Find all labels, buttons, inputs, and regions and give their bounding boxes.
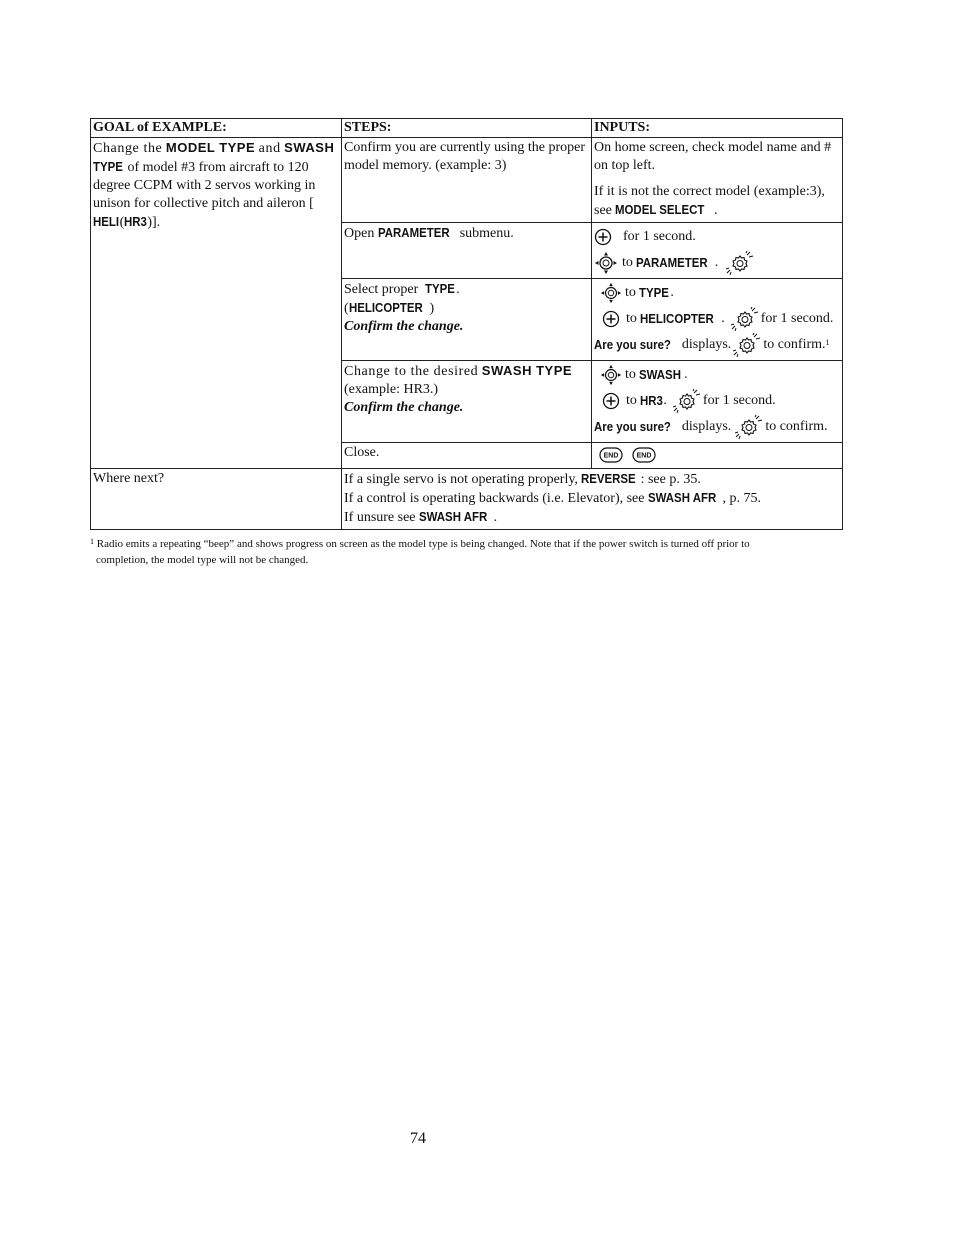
step-keyword: TYPE [425, 281, 456, 296]
step-text: Select proper [344, 282, 419, 297]
input-text: to confirm. [763, 337, 826, 352]
where-next-text: If unsure see [344, 510, 416, 525]
where-next-cell [342, 469, 843, 530]
input-keyword: MODEL SELECT [615, 202, 705, 217]
goal-keyword: HR3 [124, 214, 148, 229]
footnote-mark: 1 [825, 338, 830, 347]
dial-press-icon [731, 307, 759, 331]
input-text: . [714, 203, 718, 218]
where-next-line [344, 470, 840, 489]
step-text: (example: HR3.) [344, 382, 439, 397]
table-row-where-next [91, 469, 843, 530]
step-cell [342, 138, 592, 223]
dial-press-icon [733, 333, 761, 357]
step-cell [342, 279, 592, 361]
dial-press-icon [735, 415, 763, 439]
input-line [594, 280, 840, 306]
input-line [594, 444, 840, 466]
step-text: ) [429, 301, 435, 316]
end-button-icon [632, 447, 656, 463]
goal-keyword: HELI [93, 214, 120, 229]
input-cell [592, 138, 843, 223]
input-keyword: HR3 [640, 393, 664, 408]
plus-button-icon [602, 392, 620, 410]
input-text: to [625, 285, 636, 300]
input-text: . [663, 393, 667, 408]
plus-button-icon [594, 228, 612, 246]
input-text: to [625, 367, 636, 382]
step-text: ( [344, 301, 349, 316]
dial-press-icon [726, 251, 754, 275]
input-text: to [626, 393, 637, 408]
confirm-text: Confirm the change. [344, 400, 464, 415]
step-text: Open [344, 226, 375, 241]
goal-keyword: MODEL TYPE [165, 140, 256, 155]
step-text: submenu. [459, 226, 514, 241]
step-cell [342, 443, 592, 469]
where-next-keyword: SWASH AFR [648, 490, 717, 505]
where-next-label: Where next? [91, 469, 342, 530]
input-line [594, 362, 840, 388]
input-keyword: TYPE [639, 285, 670, 300]
input-text: displays. [681, 419, 732, 434]
where-next-keyword: REVERSE [581, 471, 637, 486]
input-line [594, 250, 840, 276]
dial-icon [594, 251, 618, 275]
footnote [90, 536, 845, 568]
footnote-line [90, 536, 845, 552]
svg-text:END: END [636, 452, 652, 460]
where-next-keyword: SWASH AFR [419, 509, 488, 524]
step-keyword: PARAMETER [377, 225, 450, 240]
step-line [344, 280, 589, 299]
where-next-text: . [493, 510, 498, 525]
step-text: Confirm you are currently using the proper model memory. (example: 3) [344, 140, 586, 173]
goal-keyword: TYPE [93, 159, 123, 174]
input-keyword: PARAMETER [636, 255, 709, 270]
header-steps: STEPS: [342, 119, 592, 138]
input-text: to confirm. [765, 419, 828, 434]
goal-text: Change the [93, 141, 163, 156]
input-cell [592, 279, 843, 361]
dial-icon [600, 282, 622, 304]
input-text: . [684, 367, 688, 382]
where-next-line [344, 489, 840, 508]
input-text: displays. [681, 337, 732, 352]
where-next-text: If a control is operating backwards (i.e. Elevator), see [344, 491, 645, 506]
where-next-line [344, 508, 840, 527]
goal-text: ( [119, 215, 125, 230]
table-header-row [91, 119, 843, 138]
step-text: Close. [344, 445, 380, 460]
input-text: . [721, 311, 725, 326]
input-paragraph [594, 183, 840, 220]
dial-icon [600, 364, 622, 386]
input-text: . [714, 255, 719, 270]
step-keyword: HELICOPTER [348, 300, 423, 315]
header-inputs: INPUTS: [592, 119, 843, 138]
end-button-icon [599, 447, 623, 463]
svg-text:END: END [603, 452, 619, 460]
input-line [594, 332, 840, 358]
goal-text: of model #3 from aircraft to 120 degree CCPM with 2 servos working in unison for collective pitch and aileron [ [93, 160, 316, 211]
input-line [594, 388, 840, 414]
input-text: for 1 second. [623, 229, 696, 244]
step-text: Change to the desired [344, 364, 479, 379]
dial-press-icon [673, 389, 701, 413]
input-text: to [626, 311, 637, 326]
step-cell [342, 361, 592, 443]
input-text: to [622, 255, 633, 270]
footnote-text: completion, the model type will not be changed. [96, 554, 309, 566]
table-row [91, 138, 843, 223]
header-goal: GOAL of EXAMPLE: [91, 119, 342, 138]
input-text: for 1 second. [760, 311, 834, 326]
input-cell [592, 223, 843, 279]
input-line [594, 224, 840, 250]
step-keyword: SWASH TYPE [481, 363, 573, 378]
page-number: 74 [410, 1130, 426, 1147]
input-keyword: Are you sure? [594, 337, 671, 352]
input-line [594, 414, 840, 440]
step-cell [342, 223, 592, 279]
goal-text: )]. [147, 215, 161, 230]
footnote-text: Radio emits a repeating “beep” and shows progress on screen as the model type is being changed. Note that if the power switch is turned off prior to [96, 538, 750, 550]
where-next-text: : see p. 35. [640, 472, 701, 487]
input-line [594, 306, 840, 332]
input-text: If it is not the correct model (example:3), see [594, 184, 825, 218]
step-line [344, 299, 589, 318]
step-line [344, 362, 589, 381]
input-text: for 1 second. [702, 393, 776, 408]
input-cell [592, 443, 843, 469]
instruction-table [90, 118, 843, 530]
input-cell [592, 361, 843, 443]
input-keyword: HELICOPTER [640, 311, 715, 326]
input-keyword: SWASH [639, 367, 682, 382]
plus-button-icon [602, 310, 620, 328]
input-text: On home screen, check model name and # on top left. [594, 140, 832, 173]
where-next-text: , p. 75. [722, 491, 762, 506]
input-text: . [670, 285, 674, 300]
footnote-mark: 1 [90, 537, 94, 546]
goal-keyword: SWASH [284, 140, 335, 155]
step-text: . [456, 282, 460, 297]
confirm-text: Confirm the change. [344, 319, 464, 334]
input-keyword: Are you sure? [594, 419, 671, 434]
goal-cell [91, 138, 342, 469]
goal-text: and [258, 141, 281, 156]
where-next-text: If a single servo is not operating properly, [344, 472, 578, 487]
